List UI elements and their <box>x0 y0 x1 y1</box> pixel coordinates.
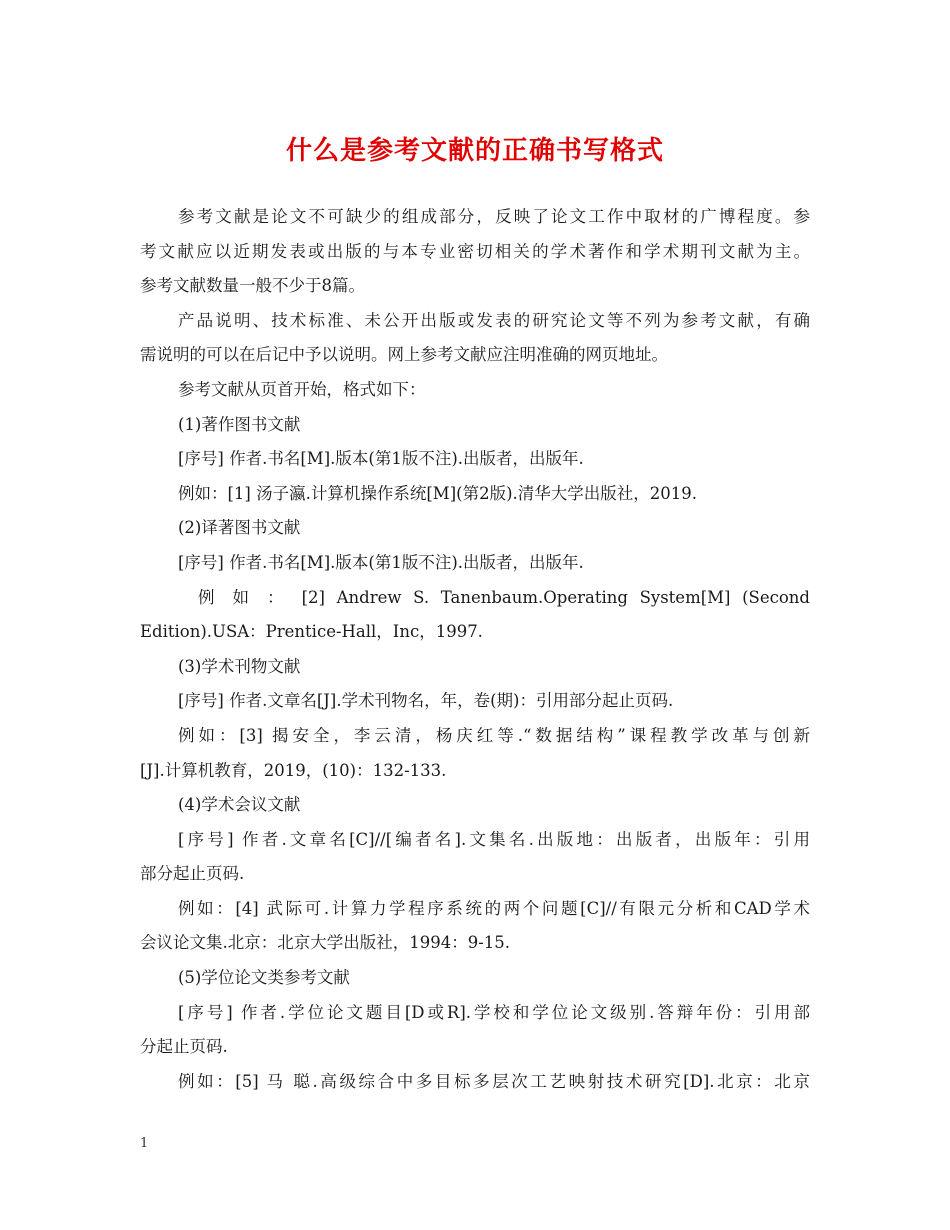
example-line: 例如：[1] 汤子瀛.计算机操作系统[M](第2版).清华大学出版社，2019. <box>178 483 697 503</box>
format-line: 分起止页码. <box>140 1037 228 1057</box>
paragraph-line: 考文献应以近期发表或出版的与本专业密切相关的学术著作和学术期刊文献为主。 <box>140 241 810 261</box>
paragraph-line: 参考文献是论文不可缺少的组成部分，反映了论文工作中取材的广博程度。参 <box>178 207 810 226</box>
example-line: 例如：[3] 揭安全，李云清，杨庆红等.“数据结构”课程教学改革与创新 <box>178 725 810 745</box>
section-heading: (5)学位论文类参考文献 <box>178 968 350 988</box>
example-line: 例 如 ： [2] Andrew S. Tanenbaum.Operating System[M] (Second <box>198 587 810 607</box>
example-line: [J].计算机教育，2019，(10)：132-133. <box>140 760 447 780</box>
format-line: [序号] 作者.文章名[J].学术刊物名，年，卷(期)：引用部分起止页码. <box>178 691 674 711</box>
section-heading: (3)学术刊物文献 <box>178 656 301 676</box>
section-heading: (4)学术会议文献 <box>178 795 301 815</box>
section-heading: (1)著作图书文献 <box>178 414 301 434</box>
example-line: 例如：[4] 武际可.计算力学程序系统的两个问题[C]//有限元分析和CAD学术 <box>178 898 810 918</box>
section-heading: (2)译著图书文献 <box>178 518 301 538</box>
paragraph-line: 参考文献从页首开始，格式如下： <box>178 379 426 399</box>
example-line: Edition).USA：Prentice-Hall，Inc，1997. <box>140 622 483 642</box>
format-line: [序号] 作者.书名[M].版本(第1版不注).出版者，出版年. <box>178 552 584 572</box>
example-line: 会议论文集.北京：北京大学出版社，1994：9-15. <box>140 933 511 953</box>
document-title: 什么是参考文献的正确书写格式 <box>285 136 664 166</box>
example-line: 例如：[5] 马 聪.高级综合中多目标多层次工艺映射技术研究[D].北京：北京 <box>178 1071 810 1091</box>
format-line: [序号] 作者.文章名[C]//[编者名].文集名.出版地：出版者，出版年：引用 <box>178 829 810 849</box>
format-line: [序号] 作者.学位论文题目[D或R].学校和学位论文级别.答辩年份：引用部 <box>178 1002 810 1022</box>
paragraph-line: 需说明的可以在后记中予以说明。网上参考文献应注明准确的网页地址。 <box>140 345 668 365</box>
paragraph-line: 参考文献数量一般不少于8篇。 <box>140 276 365 296</box>
format-line: 部分起止页码. <box>140 864 245 884</box>
paragraph-line: 产品说明、技术标准、未公开出版或发表的研究论文等不列为参考文献，有确 <box>178 310 810 330</box>
document-body <box>140 200 810 1099</box>
format-line: [序号] 作者.书名[M].版本(第1版不注).出版者，出版年. <box>178 449 584 469</box>
page-number: 1 <box>140 1136 149 1151</box>
